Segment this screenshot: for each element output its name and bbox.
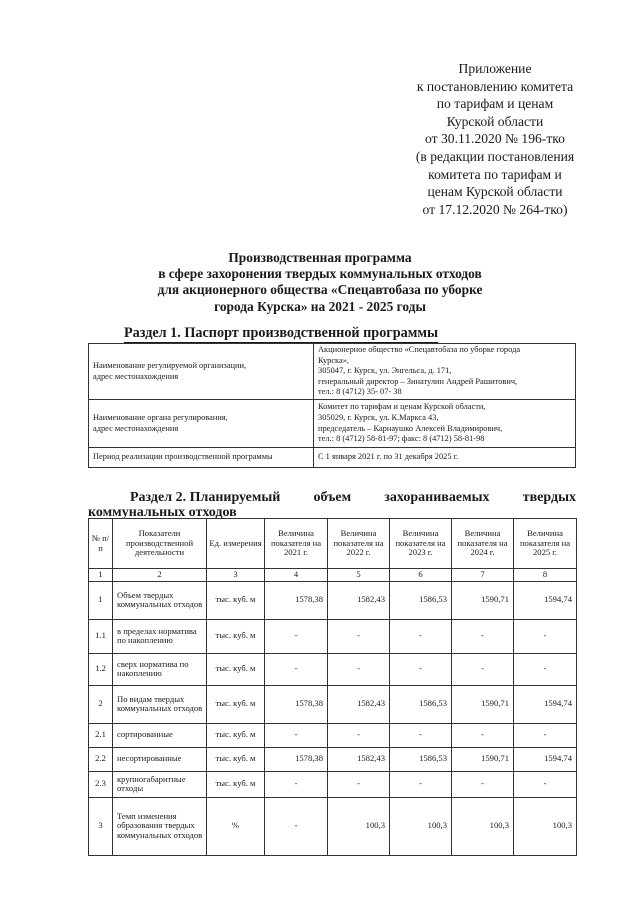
title-line: города Курска» на 2021 - 2025 годы bbox=[214, 298, 426, 314]
column-header: Величина показателя на 2023 г. bbox=[390, 519, 452, 569]
column-number: 3 bbox=[207, 569, 265, 582]
column-header: Величина показателя на 2025 г. bbox=[514, 519, 577, 569]
appendix-line: ценам Курской области bbox=[427, 184, 563, 200]
appendix-line: комитета по тарифам и bbox=[428, 166, 562, 182]
section1-heading: Раздел 1. Паспорт производственной программы bbox=[124, 325, 439, 341]
column-number: 6 bbox=[390, 569, 452, 582]
appendix-block bbox=[380, 60, 610, 218]
column-header: № п/п bbox=[89, 519, 113, 569]
appendix-line: от 17.12.2020 № 264-тко) bbox=[422, 201, 568, 217]
column-number: 5 bbox=[328, 569, 390, 582]
column-header: Величина показателя на 2022 г. bbox=[328, 519, 390, 569]
passport-row bbox=[89, 448, 576, 468]
appendix-line: к постановлению комитета bbox=[416, 78, 574, 94]
table-row: 1.1 в пределах норматива по накоплению тыс. куб. м - - - - - bbox=[89, 619, 577, 653]
appendix-line: Курской области bbox=[446, 113, 544, 129]
table-row: 2.2 несортированные тыс. куб. м 1578,38 1582,43 1586,53 1590,71 1594,74 bbox=[89, 747, 577, 771]
passport-row bbox=[89, 400, 576, 448]
column-header: Величина показателя на 2021 г. bbox=[265, 519, 328, 569]
column-number: 8 bbox=[514, 569, 577, 582]
appendix-line: Приложение bbox=[458, 61, 532, 76]
table-row: 2 По видам твердых коммунальных отходов тыс. куб. м 1578,38 1582,43 1586,53 1590,71 1594,74 bbox=[89, 685, 577, 723]
column-header: Ед. измерения bbox=[207, 519, 265, 569]
table-row: 2.1 сортированные тыс. куб. м - - - - - bbox=[89, 723, 577, 747]
column-header: Величина показателя на 2024 г. bbox=[452, 519, 514, 569]
passport-value: С 1 января 2021 г. по 31 декабря 2025 г. bbox=[314, 448, 576, 468]
appendix-line: (в редакции постановления bbox=[415, 148, 575, 164]
passport-value: Акционерное общество «Спецавтобаза по уборке города Курска», 305047, г. Курск, ул. Энгельса, д. 171, генеральный директор – Зинатулин Андрей Рашитович, тел.: 8 (4712) 35- 07- 38 bbox=[314, 344, 576, 400]
table-row: 3 Темп изменения образования твердых коммунальных отходов % - 100,3 100,3 100,3 100,3 bbox=[89, 797, 577, 855]
document-title bbox=[130, 250, 510, 315]
passport-table bbox=[88, 343, 576, 468]
column-number-row bbox=[89, 569, 577, 582]
column-number: 4 bbox=[265, 569, 328, 582]
section2-heading: Раздел 2. Планируемый объем захораниваемых твердых коммунальных отходов bbox=[88, 490, 576, 520]
passport-label: Наименование регулируемой организации, адрес местонахождения bbox=[89, 344, 314, 400]
passport-label: Период реализации производственной программы bbox=[89, 448, 314, 468]
volume-table bbox=[88, 518, 577, 856]
column-header: Показатели производственной деятельности bbox=[113, 519, 207, 569]
column-number: 7 bbox=[452, 569, 514, 582]
title-line: в сфере захоронения твердых коммунальных отходов bbox=[158, 266, 482, 282]
appendix-line: от 30.11.2020 № 196-тко bbox=[425, 131, 565, 147]
title-line: Производственная программа bbox=[228, 250, 412, 265]
passport-label: Наименование органа регулирования, адрес местонахождения bbox=[89, 400, 314, 448]
column-number: 2 bbox=[113, 569, 207, 582]
appendix-line: по тарифам и ценам bbox=[436, 96, 554, 112]
header-row bbox=[89, 519, 577, 569]
title-line: для акционерного общества «Спецавтобаза по уборке bbox=[157, 282, 483, 298]
table-row: 1 Объем твердых коммунальных отходов тыс. куб. м 1578,38 1582,43 1586,53 1590,71 1594,74 bbox=[89, 581, 577, 619]
passport-value: Комитет по тарифам и ценам Курской области, 305029, г. Курск, ул. К.Маркса 43, председатель – Карнаушко Алексей Владимирович, тел.: 8 (4712) 58-81-97; факс: 8 (4712) 58-81-98 bbox=[314, 400, 576, 448]
table-row: 2.3 крупногабаритные отходы тыс. куб. м - - - - - bbox=[89, 771, 577, 797]
column-number: 1 bbox=[89, 569, 113, 582]
table-row: 1.2 сверх норматива по накоплению тыс. куб. м - - - - - bbox=[89, 653, 577, 685]
passport-row bbox=[89, 344, 576, 400]
